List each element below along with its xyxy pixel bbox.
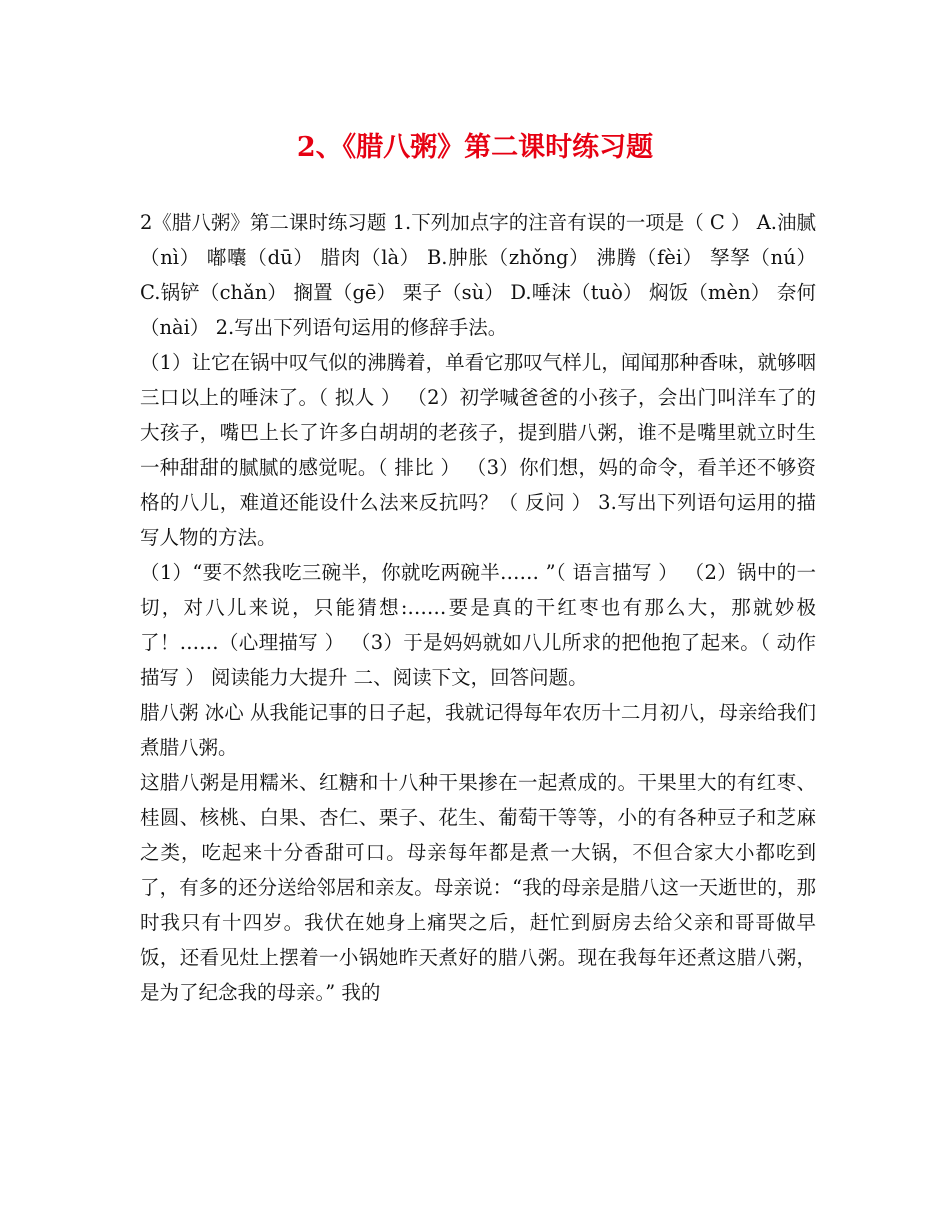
document-title: 2、《腊八粥》第二课时练习题 [296, 132, 654, 163]
paragraph-3: （1）“要不然我吃三碗半，你就吃两碗半…… ”（ 语言描写 ） （2）锅中的一切，对八儿来说，只能猜想:……要是真的干红枣也有那么大，那就妙极了！……（心理描写 ） （3）于是妈妈就如八儿所求的把他抱了起来。（ 动作描写 ） 阅读能力大提升 二、阅读下文，回答问题。 [140, 561, 816, 689]
document-body [140, 205, 816, 1010]
paragraph-4: 腊八粥 冰心 从我能记事的日子起，我就记得每年农历十二月初八，母亲给我们煮腊八粥。 [140, 701, 816, 759]
paragraph-1: 2《腊八粥》第二课时练习题 1.下列加点字的注音有误的一项是（ C ） A.油腻（nì） 嘟囔（dū） 腊肉（là） B.肿胀（zhǒng） 沸腾（fèi） 孥孥（nú） C.锅铲（chǎn） 搁置（gē） 栗子（sù） D.唾沫（tuò） 焖饭（mèn） 奈何（nài） 2.写出下列语句运用的修辞手法。 [140, 211, 817, 339]
paragraph-2: （1）让它在锅中叹气似的沸腾着，单看它那叹气样儿，闻闻那种香味，就够咽三口以上的唾沫了。（ 拟人 ） （2）初学喊爸爸的小孩子，会出门叫洋车了的大孩子，嘴巴上长了许多白胡胡的老孩子，提到腊八粥，谁不是嘴里就立时生一种甜甜的腻腻的感觉呢。（ 排比 ） （3）你们想，妈的命令，看羊还不够资格的八儿，难道还能设什么法来反抗吗？（ 反问 ） 3.写出下列语句运用的描写人物的方法。 [140, 351, 816, 549]
paragraph-5: 这腊八粥是用糯米、红糖和十八种干果掺在一起煮成的。干果里大的有红枣、桂圆、核桃、白果、杏仁、栗子、花生、葡萄干等等，小的有各种豆子和芝麻之类，吃起来十分香甜可口。母亲每年都是煮一大锅，不但合家大小都吃到了，有多的还分送给邻居和亲友。母亲说：“我的母亲是腊八这一天逝世的，那时我只有十四岁。我伏在她身上痛哭之后，赶忙到厨房去给父亲和哥哥做早饭，还看见灶上摆着一小锅她昨天煮好的腊八粥。现在我每年还煮这腊八粥，是为了纪念我的母亲。” 我的 [140, 771, 816, 1004]
